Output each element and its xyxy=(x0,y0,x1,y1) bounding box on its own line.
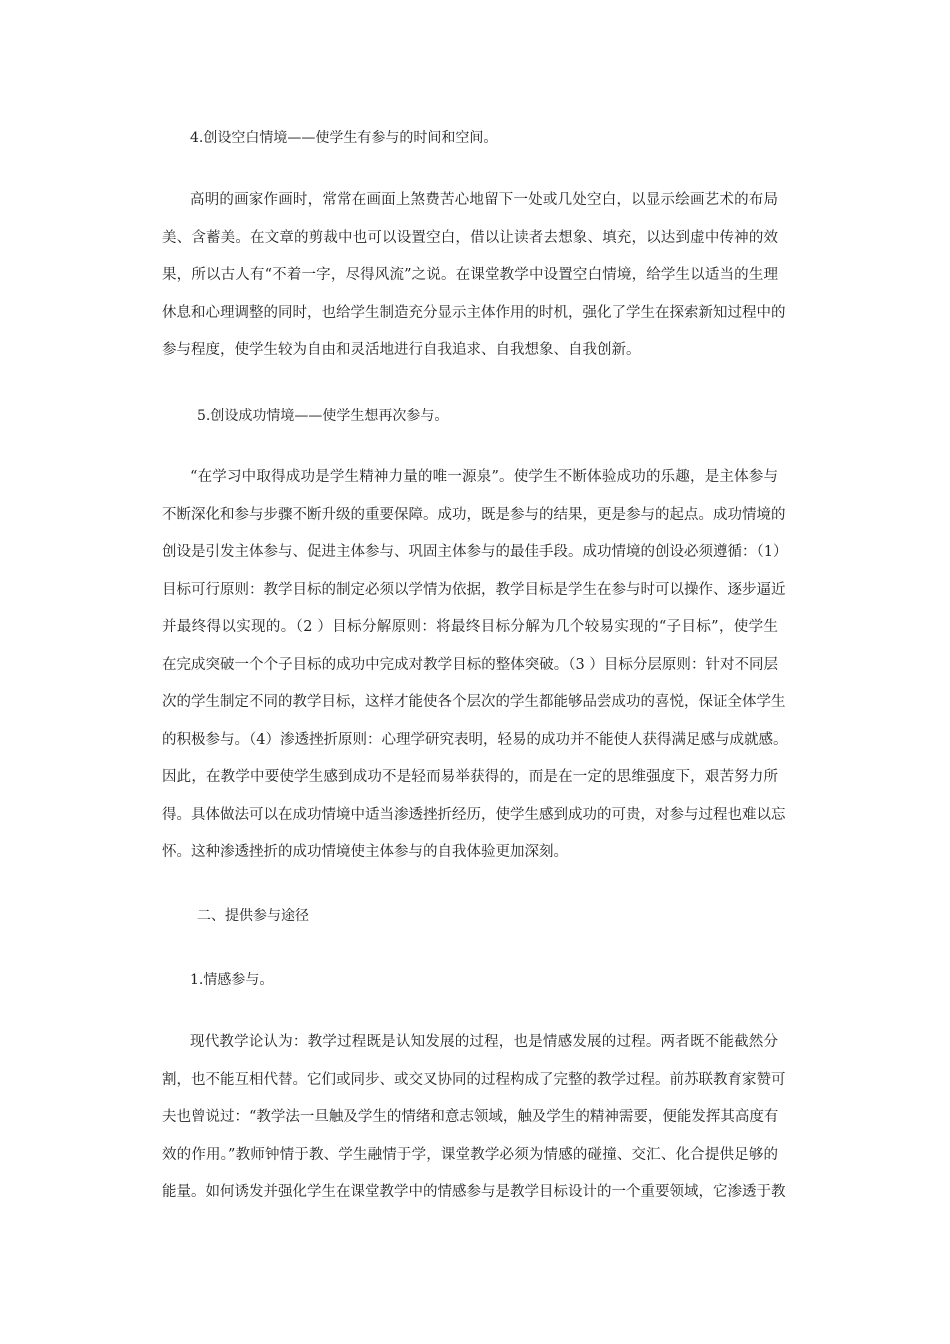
paragraph-line: 高明的画家作画时，常常在画面上煞费苦心地留下一处或几处空白，以显示绘画艺术的布局 xyxy=(190,192,778,208)
paragraph-line: 休息和心理调整的同时，也给学生制造充分显示主体作用的时机，强化了学生在探索新知过程中的 xyxy=(162,304,786,321)
paragraph-line: 效的作用。”教师钟情于教、学生融情于学，课堂教学必须为情感的碰撞、交汇、化合提供足够的 xyxy=(162,1146,778,1163)
paragraph-line: 得。具体做法可以在成功情境中适当渗透挫折经历，使学生感到成功的可贵，对参与过程也难以忘 xyxy=(162,806,786,823)
paragraph-emotional-participation xyxy=(162,1024,786,1212)
paragraph-line: 目标可行原则：教学目标的制定必须以学情为依据，教学目标是学生在参与时可以操作、逐步逼近 xyxy=(162,581,786,598)
paragraph-line: 不断深化和参与步骤不断升级的重要保障。成功，既是参与的结果，更是参与的起点。成功情境的 xyxy=(162,506,786,523)
section-4-heading: 4.创设空白情境——使学生有参与的时间和空间。 xyxy=(190,130,498,146)
paragraph-line: 怀。这种渗透挫折的成功情境使主体参与的自我体验更加深刻。 xyxy=(162,844,568,860)
paragraph-line: 割，也不能互相代替。它们或同步、或交叉协同的过程构成了完整的教学过程。前苏联教育家赞可 xyxy=(162,1071,786,1088)
paragraph-blank-situation xyxy=(162,182,786,370)
paragraph-line: 在完成突破一个个子目标的成功中完成对教学目标的整体突破。（3 ）目标分层原则：针对不同层 xyxy=(162,656,778,673)
subsection-1-heading: 1.情感参与。 xyxy=(190,972,274,988)
paragraph-line: 美、含蓄美。在文章的剪裁中也可以设置空白，借以让读者去想象、填充，以达到虚中传神的效 xyxy=(162,229,778,246)
paragraph-success-situation xyxy=(162,459,788,872)
paragraph-line: 的积极参与。（4）渗透挫折原则：心理学研究表明，轻易的成功并不能使人获得满足感与成就感。 xyxy=(162,731,788,748)
section-two-heading: 二、提供参与途径 xyxy=(197,908,309,924)
paragraph-line: 能量。如何诱发并强化学生在课堂教学中的情感参与是教学目标设计的一个重要领域，它渗透于教 xyxy=(162,1184,786,1200)
section-5-heading: 5.创设成功情境——使学生想再次参与。 xyxy=(197,408,449,424)
paragraph-line: “在学习中取得成功是学生精神力量的唯一源泉”。使学生不断体验成功的乐趣，是主体参与 xyxy=(190,469,778,485)
paragraph-line: 夫也曾说过：“教学法一旦触及学生的情绪和意志领域，触及学生的精神需要，便能发挥其高度有 xyxy=(162,1109,779,1125)
paragraph-line: 参与程度，使学生较为自由和灵活地进行自我追求、自我想象、自我创新。 xyxy=(162,342,641,358)
paragraph-line: 次的学生制定不同的教学目标，这样才能使各个层次的学生都能够品尝成功的喜悦，保证全体学生 xyxy=(162,694,786,710)
paragraph-line: 并最终得以实现的。（2 ）目标分解原则：将最终目标分解为几个较易实现的“子目标”，使学生 xyxy=(162,619,778,635)
paragraph-line: 现代教学论认为：教学过程既是认知发展的过程，也是情感发展的过程。两者既不能截然分 xyxy=(190,1034,778,1050)
paragraph-line: 创设是引发主体参与、促进主体参与、巩固主体参与的最佳手段。成功情境的创设必须遵循：（1） xyxy=(162,544,788,560)
paragraph-line: 果，所以古人有“不着一字，尽得风流”之说。在课堂教学中设置空白情境，给学生以适当的生理 xyxy=(162,267,778,283)
paragraph-line: 因此，在教学中要使学生感到成功不是轻而易举获得的，而是在一定的思维强度下，艰苦努力所 xyxy=(162,769,778,785)
